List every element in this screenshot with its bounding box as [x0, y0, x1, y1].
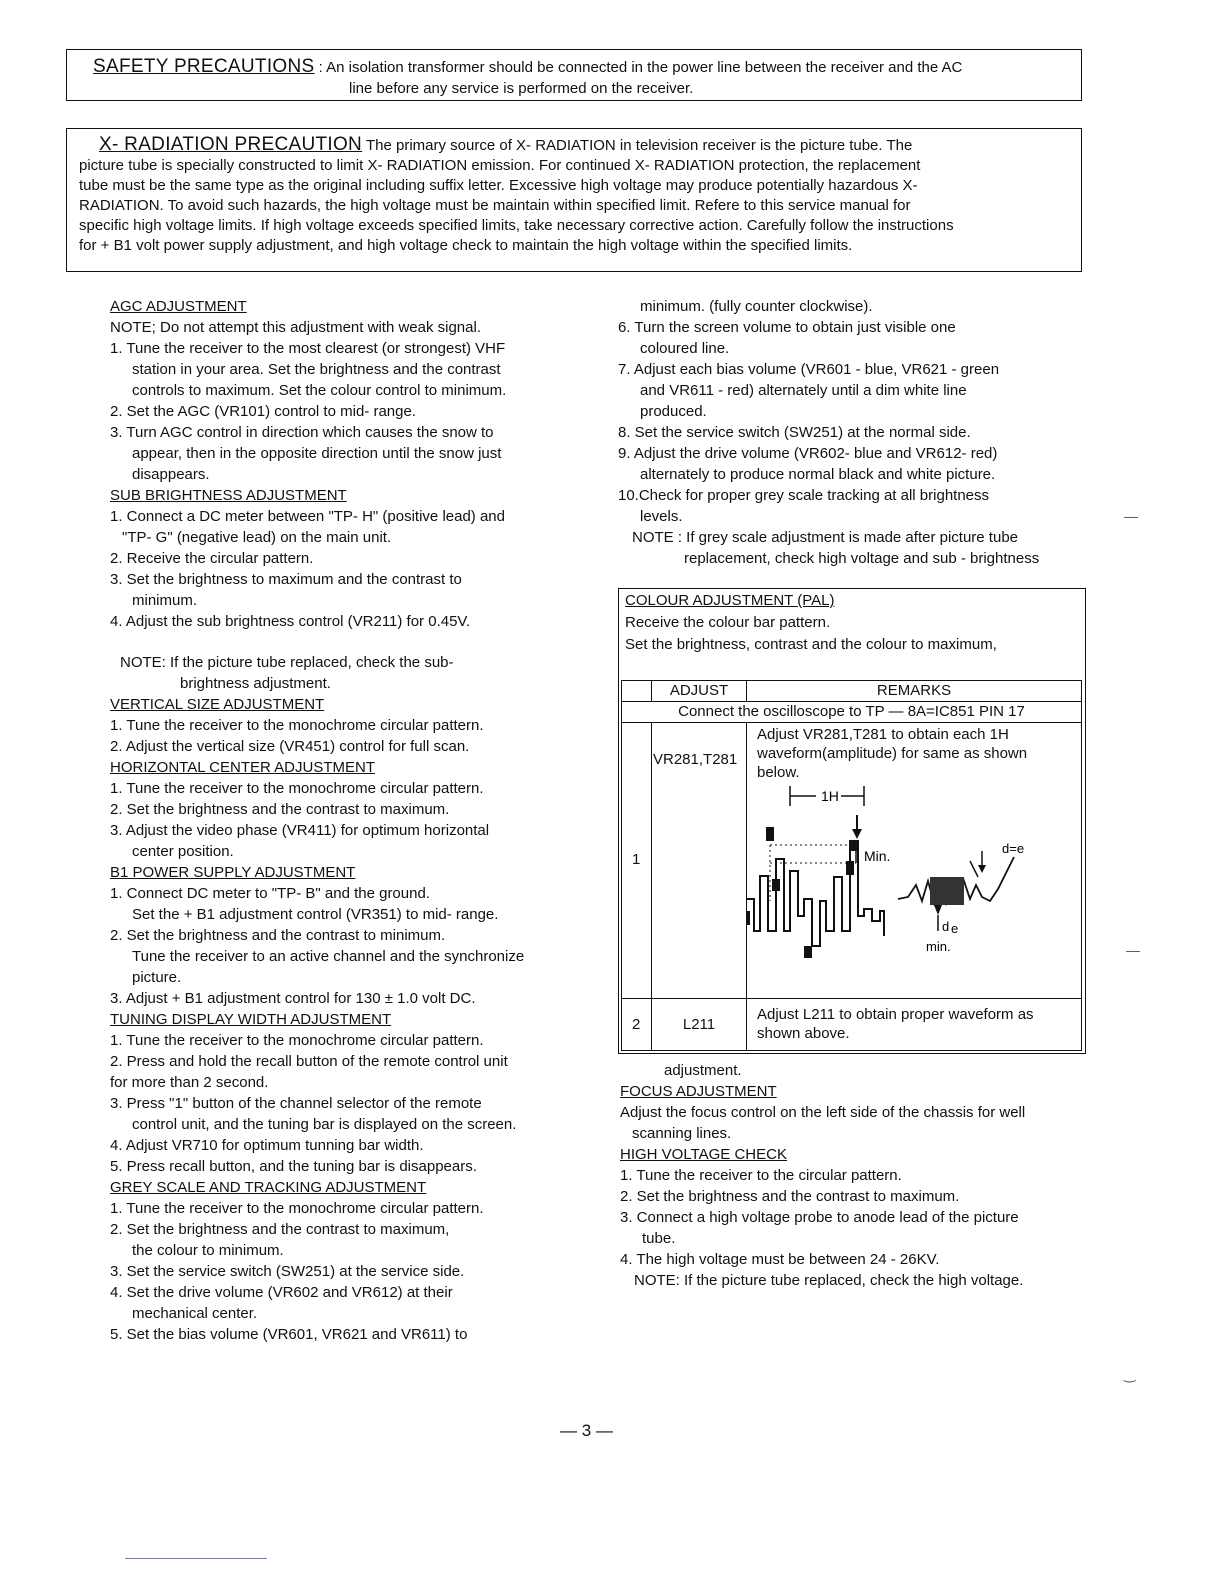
right-column-lower: [620, 1060, 1110, 1291]
hv-line: 3. Connect a high voltage probe to anode lead of the picture: [620, 1209, 1019, 1226]
row1-remark: below.: [757, 764, 800, 781]
grey-cont-line: 6. Turn the screen volume to obtain just visible one: [618, 319, 956, 336]
agc-line: NOTE; Do not attempt this adjustment with weak signal.: [110, 319, 481, 336]
xray-text-5: for + B1 volt power supply adjustment, and high voltage check to maintain the high voltage within the specified limits.: [79, 237, 853, 254]
bottom-rule: [125, 1558, 267, 1559]
adjustment-word: adjustment.: [664, 1062, 742, 1079]
row1-remark: Adjust VR281,T281 to obtain each 1H: [757, 726, 1009, 743]
hv-line: 1. Tune the receiver to the circular pattern.: [620, 1167, 902, 1184]
right-column: [618, 296, 1108, 569]
safety-text-2: line before any service is performed on the receiver.: [349, 80, 694, 97]
sub-note: brightness adjustment.: [180, 675, 331, 692]
colour-heading: COLOUR ADJUSTMENT (PAL): [625, 592, 835, 609]
grey-cont-line: 10.Check for proper grey scale tracking at all brightness: [618, 487, 990, 504]
high-voltage-heading: HIGH VOLTAGE CHECK: [620, 1146, 787, 1163]
sub-line: 1. Connect a DC meter between "TP- H" (positive lead) and: [110, 508, 505, 525]
wave-block: [804, 946, 812, 958]
grey-line: the colour to minimum.: [132, 1242, 284, 1259]
b1-power-heading: B1 POWER SUPPLY ADJUSTMENT: [110, 864, 356, 881]
agc-line: 3. Turn AGC control in direction which causes the snow to: [110, 424, 494, 441]
row1-adjust-cell: [651, 722, 747, 999]
grey-cont-note: NOTE : If grey scale adjustment is made after picture tube: [632, 529, 1019, 546]
colour-line: Receive the colour bar pattern.: [625, 614, 831, 631]
tuning-line: for more than 2 second.: [110, 1074, 269, 1091]
vertical-size-heading: VERTICAL SIZE ADJUSTMENT: [110, 696, 325, 713]
tuning-line: 5. Press recall button, and the tuning bar is disappears.: [110, 1158, 477, 1175]
tuning-line: 3. Press "1" button of the channel selector of the remote: [110, 1095, 482, 1112]
tuning-line: 2. Press and hold the recall button of the remote control unit: [110, 1053, 508, 1070]
safety-line-1: [93, 56, 1067, 78]
wave-block: [772, 879, 780, 891]
grey-cont-line: alternately to produce normal black and white picture.: [640, 466, 996, 483]
grey-cont-line: 9. Adjust the drive volume (VR602- blue and VR612- red): [618, 445, 998, 462]
hv-line: tube.: [642, 1230, 676, 1247]
d-arrow-head: [978, 865, 986, 873]
row2-adjust: L211: [682, 1016, 716, 1033]
xray-title: X- RADIATION PRECAUTION: [99, 134, 363, 155]
waveform-diagram: [746, 781, 1081, 981]
table-header-adjust: ADJUST: [651, 680, 747, 702]
sub-note: NOTE: If the picture tube replaced, check the sub-: [120, 654, 454, 671]
1h-label: 1H: [821, 788, 839, 804]
horizontal-line: 2. Set the brightness and the contrast to maximum.: [110, 801, 450, 818]
b1-line: 3. Adjust + B1 adjustment control for 130 ± 1.0 volt DC.: [110, 990, 476, 1007]
xray-text-4: specific high voltage limits. If high voltage exceeds specified limits, take necessary corrective action. Carefully follow the instructions: [79, 217, 954, 234]
burst-line: [970, 861, 978, 877]
grey-cont-line: levels.: [640, 508, 683, 525]
hv-note: NOTE: If the picture tube replaced, check the high voltage.: [634, 1272, 1024, 1289]
colour-adjustment-box: [618, 588, 1086, 1054]
focus-heading: FOCUS ADJUSTMENT: [620, 1083, 777, 1100]
tuning-line: control unit, and the tuning bar is displayed on the screen.: [132, 1116, 517, 1133]
agc-line: station in your area. Set the brightness and the contrast: [132, 361, 501, 378]
row1-number: 1: [632, 851, 641, 868]
row2-adjust-cell: [651, 998, 747, 1051]
table-row: [621, 722, 652, 999]
scan-mark: —: [1126, 942, 1140, 958]
grey-line: 4. Set the drive volume (VR602 and VR612) at their: [110, 1284, 453, 1301]
xray-text-0: The primary source of X- RADIATION in television receiver is the picture tube. The: [365, 137, 913, 154]
row2-remarks-cell: [746, 998, 1082, 1051]
vertical-line: 1. Tune the receiver to the monochrome circular pattern.: [110, 717, 484, 734]
scan-mark: —: [1124, 508, 1138, 524]
min2-label: min.: [926, 939, 951, 954]
tuning-line: 4. Adjust VR710 for optimum tunning bar width.: [110, 1137, 424, 1154]
horizontal-center-heading: HORIZONTAL CENTER ADJUSTMENT: [110, 759, 376, 776]
scan-mark: ‿: [1124, 1366, 1136, 1382]
b1-line: 2. Set the brightness and the contrast to minimum.: [110, 927, 446, 944]
b1-line: picture.: [132, 969, 182, 986]
xray-precaution-box: [66, 128, 1082, 272]
safety-text-1: : An isolation transformer should be connected in the power line between the receiver and the AC: [318, 59, 963, 76]
row1-adjust: VR281,T281: [653, 751, 738, 768]
grey-line: 3. Set the service switch (SW251) at the service side.: [110, 1263, 465, 1280]
e-label: e: [951, 921, 959, 936]
table-header-remarks: REMARKS: [746, 680, 1082, 702]
table-row: [621, 998, 652, 1051]
grey-line: 2. Set the brightness and the contrast to maximum,: [110, 1221, 450, 1238]
grey-cont-line: and VR611 - red) alternately until a dim white line: [640, 382, 967, 399]
grey-scale-heading: GREY SCALE AND TRACKING ADJUSTMENT: [110, 1179, 427, 1196]
b1-line: 1. Connect DC meter to "TP- B" and the ground.: [110, 885, 430, 902]
d-equals-e-label: d=e: [1002, 841, 1025, 856]
row1-remark: waveform(amplitude) for same as shown: [757, 745, 1028, 762]
horizontal-line: 1. Tune the receiver to the monochrome circular pattern.: [110, 780, 484, 797]
sub-line: minimum.: [132, 592, 198, 609]
row2-number: 2: [632, 1016, 641, 1033]
row2-remark: shown above.: [757, 1025, 850, 1042]
grey-cont-note: replacement, check high voltage and sub - brightness: [684, 550, 1040, 567]
arrow-head: [852, 829, 862, 839]
wave-block: [746, 911, 750, 925]
colour-adjust-table: [621, 680, 1082, 1051]
burst-block: [930, 877, 964, 905]
agc-heading: AGC ADJUSTMENT: [110, 298, 247, 315]
xray-text-3: RADIATION. To avoid such hazards, the high voltage must be maintain within specified limit. Refere to this service manual for: [79, 197, 911, 214]
agc-line: 1. Tune the receiver to the most clearest (or strongest) VHF: [110, 340, 506, 357]
tuning-line: 1. Tune the receiver to the monochrome circular pattern.: [110, 1032, 484, 1049]
sub-line: "TP- G" (negative lead) on the main unit.: [122, 529, 392, 546]
row2-remark: Adjust L211 to obtain proper waveform as: [757, 1006, 1034, 1023]
wave-block: [766, 827, 774, 841]
page-number: — 3 —: [560, 1421, 613, 1440]
hv-line: 2. Set the brightness and the contrast to maximum.: [620, 1188, 960, 1205]
horizontal-line: center position.: [132, 843, 234, 860]
left-column: [110, 296, 590, 1345]
sub-line: 4. Adjust the sub brightness control (VR211) for 0.45V.: [110, 613, 471, 630]
table-header-no: [621, 680, 652, 702]
agc-line: controls to maximum. Set the colour control to minimum.: [132, 382, 507, 399]
d-label: d: [942, 919, 950, 934]
xray-text-2: tube must be the same type as the original including suffix letter. Excessive high voltage may produce potentially hazardous X-: [79, 177, 918, 194]
b1-line: Set the + B1 adjustment control (VR351) to mid- range.: [132, 906, 499, 923]
tuning-display-heading: TUNING DISPLAY WIDTH ADJUSTMENT: [110, 1011, 392, 1028]
agc-line: appear, then in the opposite direction until the snow just: [132, 445, 502, 462]
focus-line: Adjust the focus control on the left side of the chassis for well: [620, 1104, 1026, 1121]
wave-block: [846, 861, 854, 875]
safety-precautions-box: [66, 49, 1082, 101]
grey-cont-line: 7. Adjust each bias volume (VR601 - blue, VR621 - green: [618, 361, 1000, 378]
sub-line: 3. Set the brightness to maximum and the contrast to: [110, 571, 462, 588]
xray-text-1: picture tube is specially constructed to limit X- RADIATION emission. For continued X- RADIATION protection, the replacement: [79, 157, 921, 174]
sub-line: 2. Receive the circular pattern.: [110, 550, 314, 567]
b1-line: Tune the receiver to an active channel and the synchronize: [132, 948, 525, 965]
e-arrow-head: [934, 905, 942, 915]
agc-line: 2. Set the AGC (VR101) control to mid- range.: [110, 403, 416, 420]
grey-cont-line: produced.: [640, 403, 707, 420]
vertical-line: 2. Adjust the vertical size (VR451) control for full scan.: [110, 738, 470, 755]
grey-line: mechanical center.: [132, 1305, 258, 1322]
grey-line: 1. Tune the receiver to the monochrome circular pattern.: [110, 1200, 484, 1217]
focus-line: scanning lines.: [632, 1125, 732, 1142]
min-label: Min.: [864, 848, 891, 864]
table-connect-row: Connect the oscilloscope to TP — 8A=IC851 PIN 17: [621, 701, 1082, 723]
agc-line: disappears.: [132, 466, 210, 483]
colour-line: Set the brightness, contrast and the colour to maximum,: [625, 636, 997, 653]
xray-line-1: [79, 135, 1069, 156]
grey-cont-line: coloured line.: [640, 340, 730, 357]
horizontal-line: 3. Adjust the video phase (VR411) for optimum horizontal: [110, 822, 490, 839]
grey-line: 5. Set the bias volume (VR601, VR621 and VR611) to: [110, 1326, 468, 1343]
grey-cont-line: minimum. (fully counter clockwise).: [640, 298, 873, 315]
safety-title: SAFETY PRECAUTIONS: [93, 56, 315, 77]
wave-block: [850, 841, 858, 851]
grey-cont-line: 8. Set the service switch (SW251) at the normal side.: [618, 424, 971, 441]
sub-brightness-heading: SUB BRIGHTNESS ADJUSTMENT: [110, 487, 347, 504]
hv-line: 4. The high voltage must be between 24 - 26KV.: [620, 1251, 940, 1268]
